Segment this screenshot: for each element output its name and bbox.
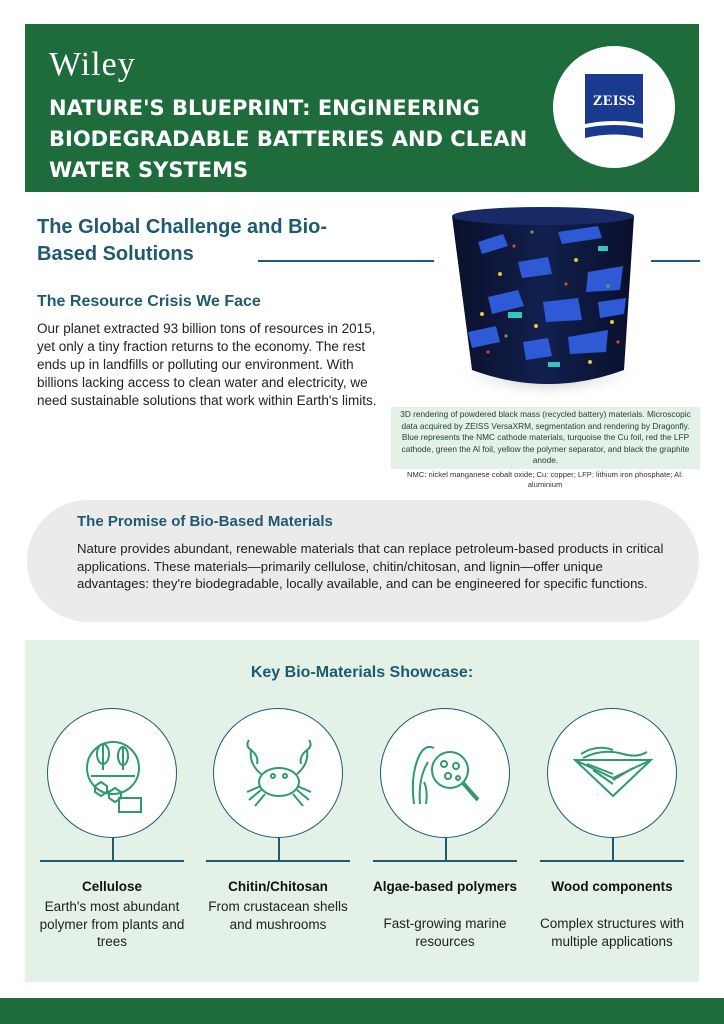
showcase-item-title: Wood components bbox=[551, 879, 673, 894]
resource-crisis-heading: The Resource Crisis We Face bbox=[37, 293, 261, 310]
showcase-item-title: Cellulose bbox=[81, 879, 143, 894]
zeiss-logo-icon bbox=[585, 74, 643, 138]
header-banner bbox=[25, 24, 699, 192]
heading-rule-left bbox=[258, 260, 434, 262]
showcase-item-cellulose bbox=[32, 708, 192, 978]
showcase-heading: Key Bio-Materials Showcase: bbox=[250, 664, 474, 681]
showcase-item-wood bbox=[532, 708, 692, 978]
showcase-panel bbox=[25, 640, 699, 982]
plant-molecule-icon bbox=[73, 734, 153, 814]
showcase-item-algae bbox=[365, 708, 525, 978]
page-title: NATURE'S BLUEPRINT: ENGINEERING BIODEGRADABLE BATTERIES AND CLEAN WATER SYSTEMS bbox=[49, 96, 528, 182]
zeiss-logo-text: ZEISS bbox=[592, 93, 636, 109]
crab-icon bbox=[239, 734, 319, 814]
showcase-item-description: Earth's most abundant polymer from plants and trees bbox=[39, 899, 185, 949]
showcase-item-description: Fast-growing marine resources bbox=[383, 916, 507, 949]
showcase-item-title: Algae-based polymers bbox=[372, 879, 518, 894]
promise-panel bbox=[27, 500, 699, 622]
resource-crisis-text: Our planet extracted 93 billion tons of resources in 2015, yet only a tiny fraction returns to the economy. The rest ends up in landfills or polluting our environment. With billions lacking access to clean water and electricity, we need sustainable solutions that work within Earth's limits. bbox=[37, 321, 377, 408]
showcase-item-title: Chitin/Chitosan bbox=[228, 879, 328, 894]
wiley-logo: Wiley bbox=[49, 46, 136, 83]
zeiss-logo-badge bbox=[553, 46, 675, 168]
algae-magnifier-icon bbox=[406, 734, 486, 814]
showcase-item-chitin bbox=[198, 708, 358, 978]
promise-text: Nature provides abundant, renewable materials that can replace petroleum-based products in critical applications. These materials—primarily cellulose, chitin/chitosan, and lignin—offer unique advantages: they're biodegradable, locally available, and can be engineered for specific functions. bbox=[77, 541, 664, 591]
section-heading-global: The Global Challenge and Bio-Based Solutions bbox=[37, 216, 328, 265]
wood-fiber-icon bbox=[573, 734, 653, 814]
battery-3d-rendering-image bbox=[448, 202, 648, 402]
promise-heading: The Promise of Bio-Based Materials bbox=[77, 513, 333, 530]
footer-bar bbox=[0, 998, 724, 1024]
showcase-item-description: From crustacean shells and mushrooms bbox=[208, 899, 348, 932]
figure-abbreviations: NMC: nickel manganese cobalt oxide; Cu: copper; LFP: lithium iron phosphate; Al: aluminium bbox=[406, 470, 684, 489]
heading-rule-right bbox=[651, 260, 700, 262]
figure-caption: 3D rendering of powdered black mass (recycled battery) materials. Microscopic data acquired by ZEISS VersaXRM, segmentation and rendering by Dragonfly. Blue represents the NMC cathode materials, turquoise the Cu foil, red the LFP cathode, green the Al foil, yellow the polymer separator, and black the graphite anode. bbox=[391, 407, 700, 469]
showcase-item-description: Complex structures with multiple applications bbox=[539, 916, 685, 949]
